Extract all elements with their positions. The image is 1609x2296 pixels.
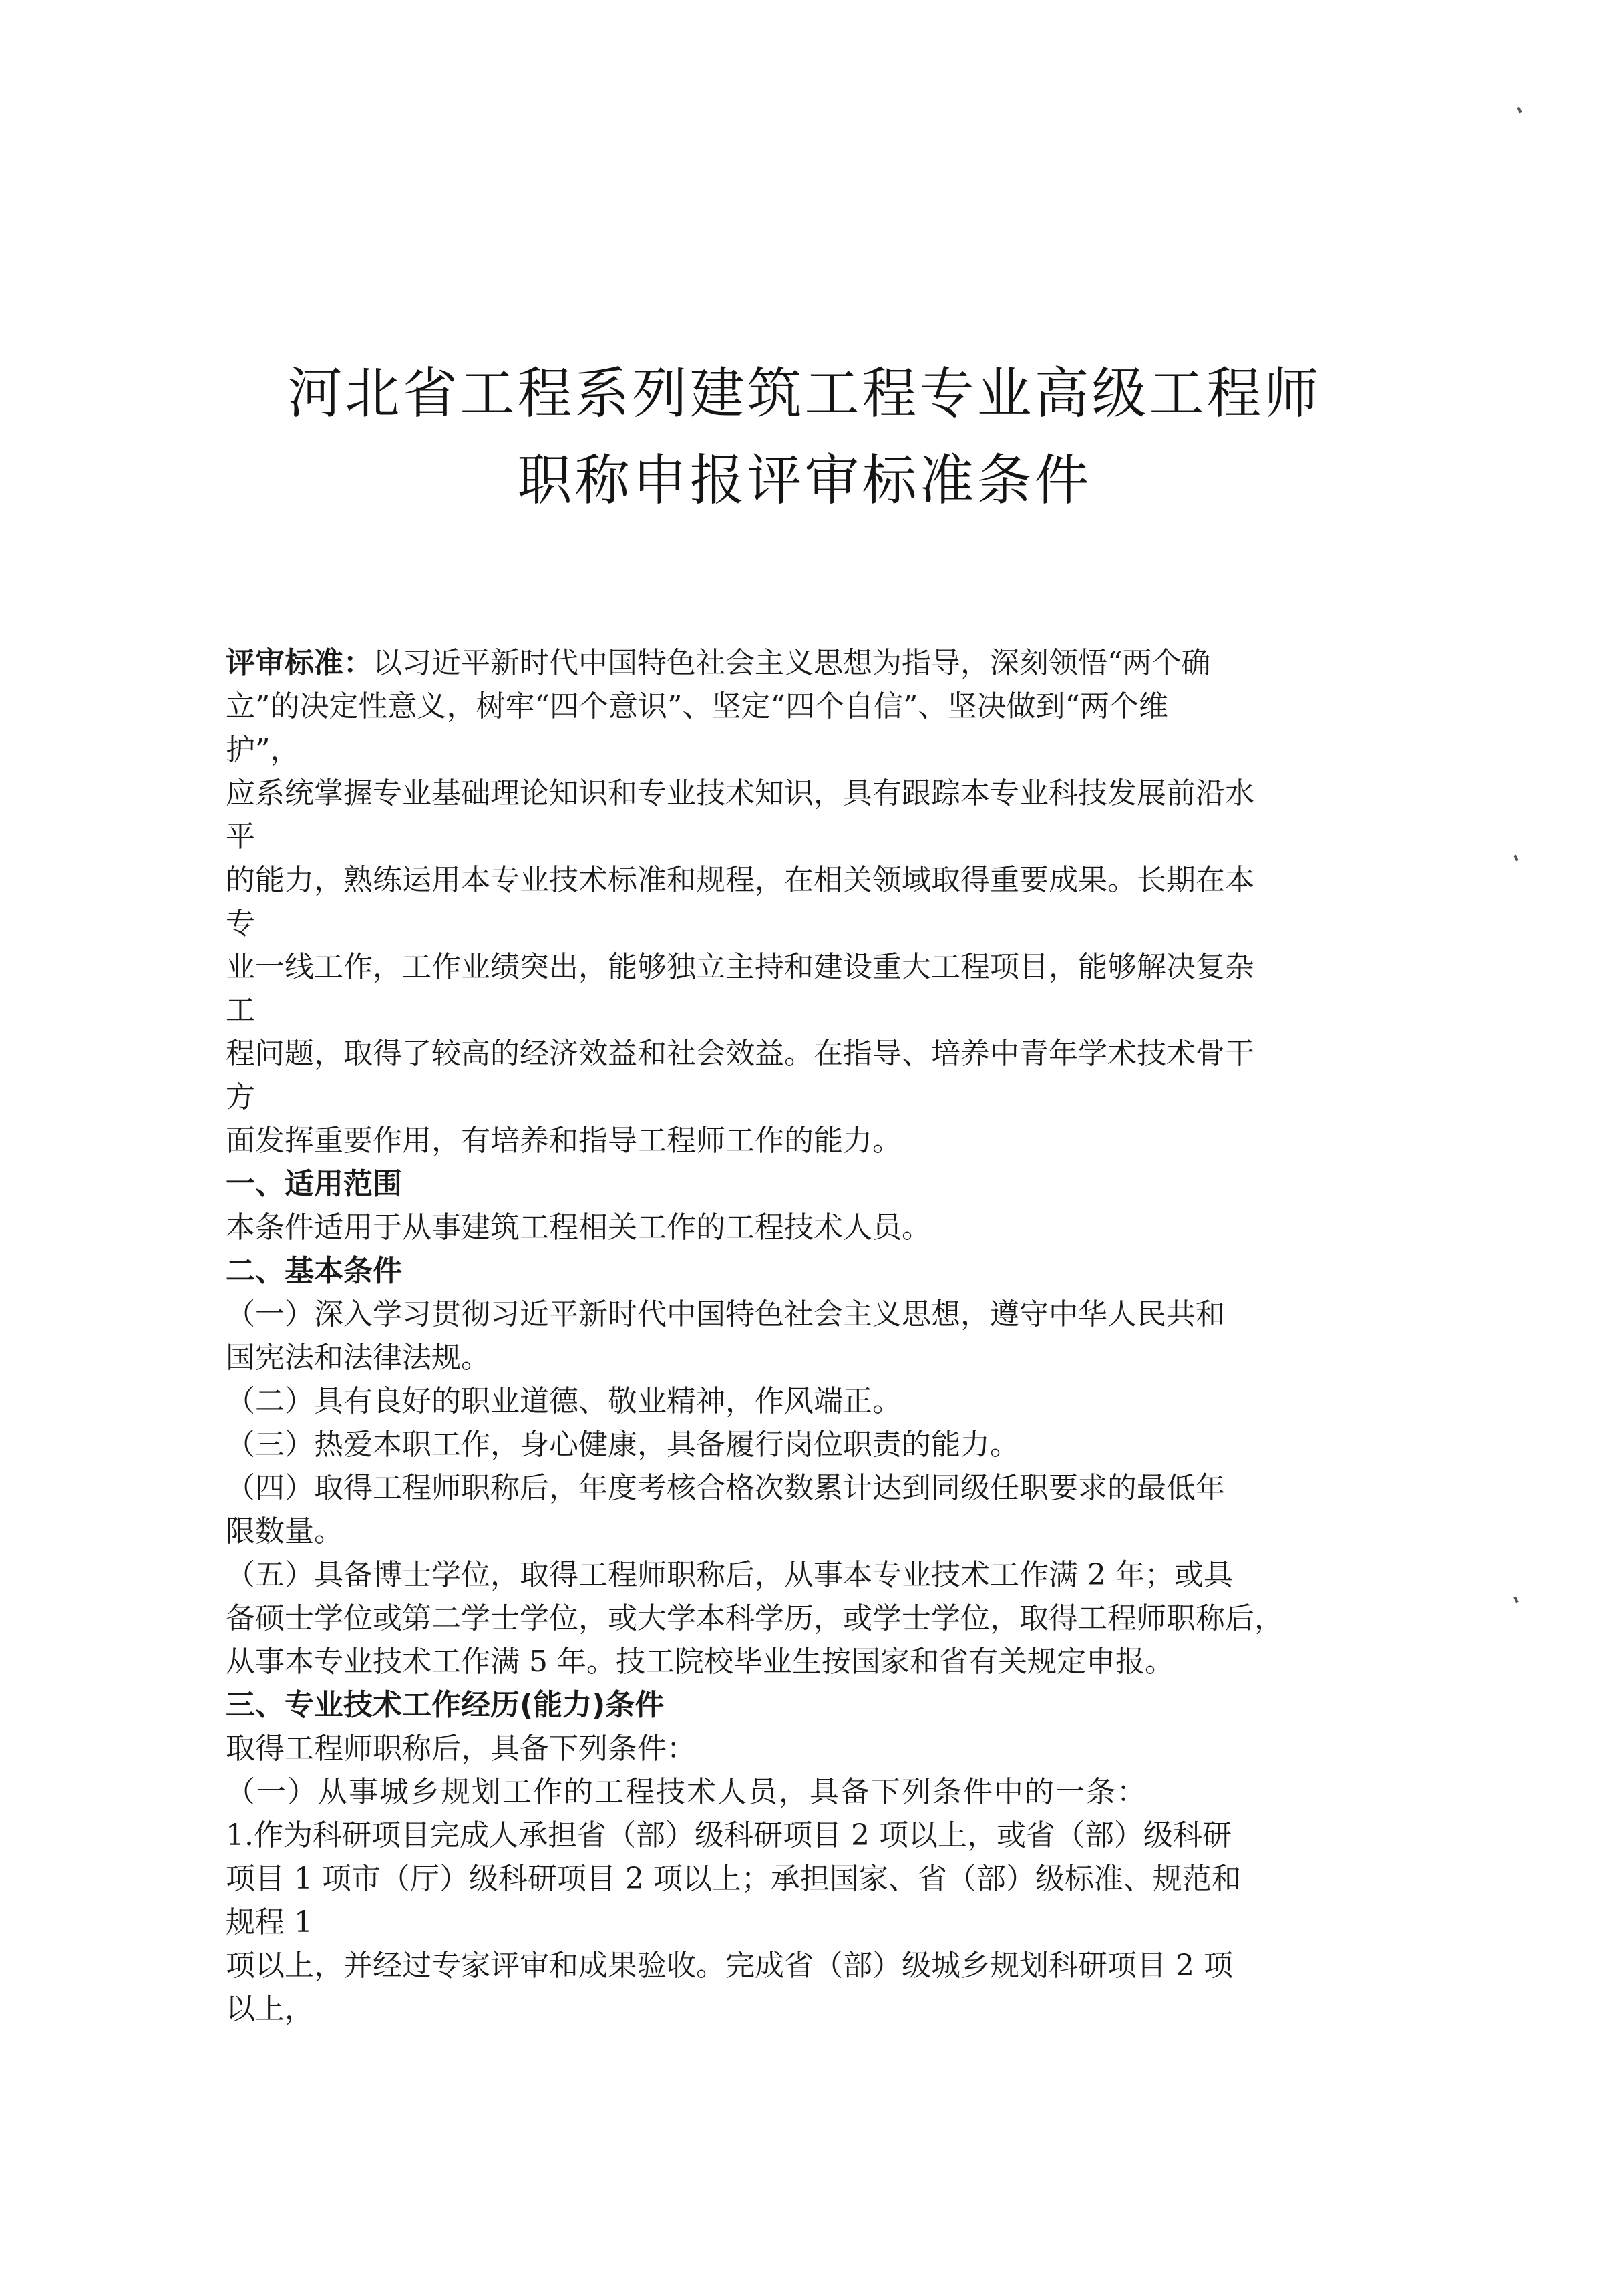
- paragraph-line: 以上，: [226, 1992, 314, 2026]
- paragraph-line: 方: [226, 1080, 255, 1114]
- scan-mark: [1517, 107, 1522, 114]
- paragraph-line: 平: [226, 820, 255, 854]
- paragraph-line: 工: [226, 993, 255, 1027]
- paragraph-line: 备硕士学位或第二学士学位，或大学本科学历，或学士学位，取得工程师职称后，: [226, 1601, 1284, 1635]
- standard-text: 以习近平新时代中国特色社会主义思想为指导，深刻领悟“两个确: [373, 646, 1211, 680]
- paragraph-line: 程问题，取得了较高的经济效益和社会效益。在指导、培养中青年学术技术骨干: [226, 1037, 1254, 1071]
- scan-mark: [1513, 1597, 1518, 1603]
- paragraph-line: 国宪法和法律法规。: [226, 1341, 490, 1375]
- paragraph-line: 业一线工作，工作业绩突出，能够独立主持和建设重大工程项目，能够解决复杂: [226, 950, 1254, 984]
- scan-mark: [1513, 855, 1518, 862]
- paragraph-line: 专: [226, 907, 255, 941]
- paragraph-line: 1.作为科研项目完成人承担省（部）级科研项目 2 项以上，或省（部）级科研: [226, 1818, 1232, 1852]
- paragraph-line: 限数量。: [226, 1514, 343, 1548]
- paragraph-line: 项目 1 项市（厅）级科研项目 2 项以上；承担国家、省（部）级标准、规范和: [226, 1862, 1241, 1896]
- paragraph-line: 项以上，并经过专家评审和成果验收。完成省（部）级城乡规划科研项目 2 项: [226, 1949, 1233, 1983]
- section-heading-basic-conditions: 二、基本条件: [226, 1254, 402, 1288]
- paragraph-line: 从事本专业技术工作满 5 年。技工院校毕业生按国家和省有关规定申报。: [226, 1645, 1174, 1679]
- paragraph-line: 规程 1: [226, 1905, 313, 1939]
- section-heading-scope: 一、适用范围: [226, 1167, 402, 1201]
- paragraph-line: 的能力，熟练运用本专业技术标准和规程，在相关领域取得重要成果。长期在本: [226, 863, 1254, 897]
- paragraph-line: [226, 641, 1383, 685]
- document-body: [226, 641, 1383, 2031]
- paragraph-line: 护”，: [226, 733, 300, 767]
- standard-label: 评审标准：: [226, 646, 373, 680]
- paragraph-line: 本条件适用于从事建筑工程相关工作的工程技术人员。: [226, 1210, 931, 1245]
- paragraph-line: （五）具备博士学位，取得工程师职称后，从事本专业技术工作满 2 年；或具: [226, 1558, 1233, 1592]
- subsection-heading-urban-planning: （一）从事城乡规划工作的工程技术人员，具备下列条件中的一条：: [226, 1775, 1147, 1809]
- document-title-line-2: 职称申报评审标准条件: [517, 449, 1092, 512]
- paragraph-line: 立”的决定性意义，树牢“四个意识”、坚定“四个自信”、坚决做到“两个维: [226, 689, 1168, 723]
- paragraph-line: 应系统掌握专业基础理论知识和专业技术知识，具有跟踪本专业科技发展前沿水: [226, 776, 1254, 810]
- paragraph-line: （四）取得工程师职称后，年度考核合格次数累计达到同级任职要求的最低年: [226, 1471, 1225, 1505]
- paragraph-line: （二）具有良好的职业道德、敬业精神，作风端正。: [226, 1384, 902, 1418]
- paragraph-line: 取得工程师职称后，具备下列条件：: [226, 1732, 696, 1766]
- paragraph-line: （一）深入学习贯彻习近平新时代中国特色社会主义思想，遵守中华人民共和: [226, 1297, 1225, 1331]
- paragraph-line: 面发挥重要作用，有培养和指导工程师工作的能力。: [226, 1124, 902, 1158]
- section-heading-work-experience: 三、专业技术工作经历(能力)条件: [226, 1688, 665, 1722]
- paragraph-line: （三）热爱本职工作，身心健康，具备履行岗位职责的能力。: [226, 1428, 1019, 1462]
- document-title-line-1: 河北省工程系列建筑工程专业高级工程师: [287, 362, 1322, 426]
